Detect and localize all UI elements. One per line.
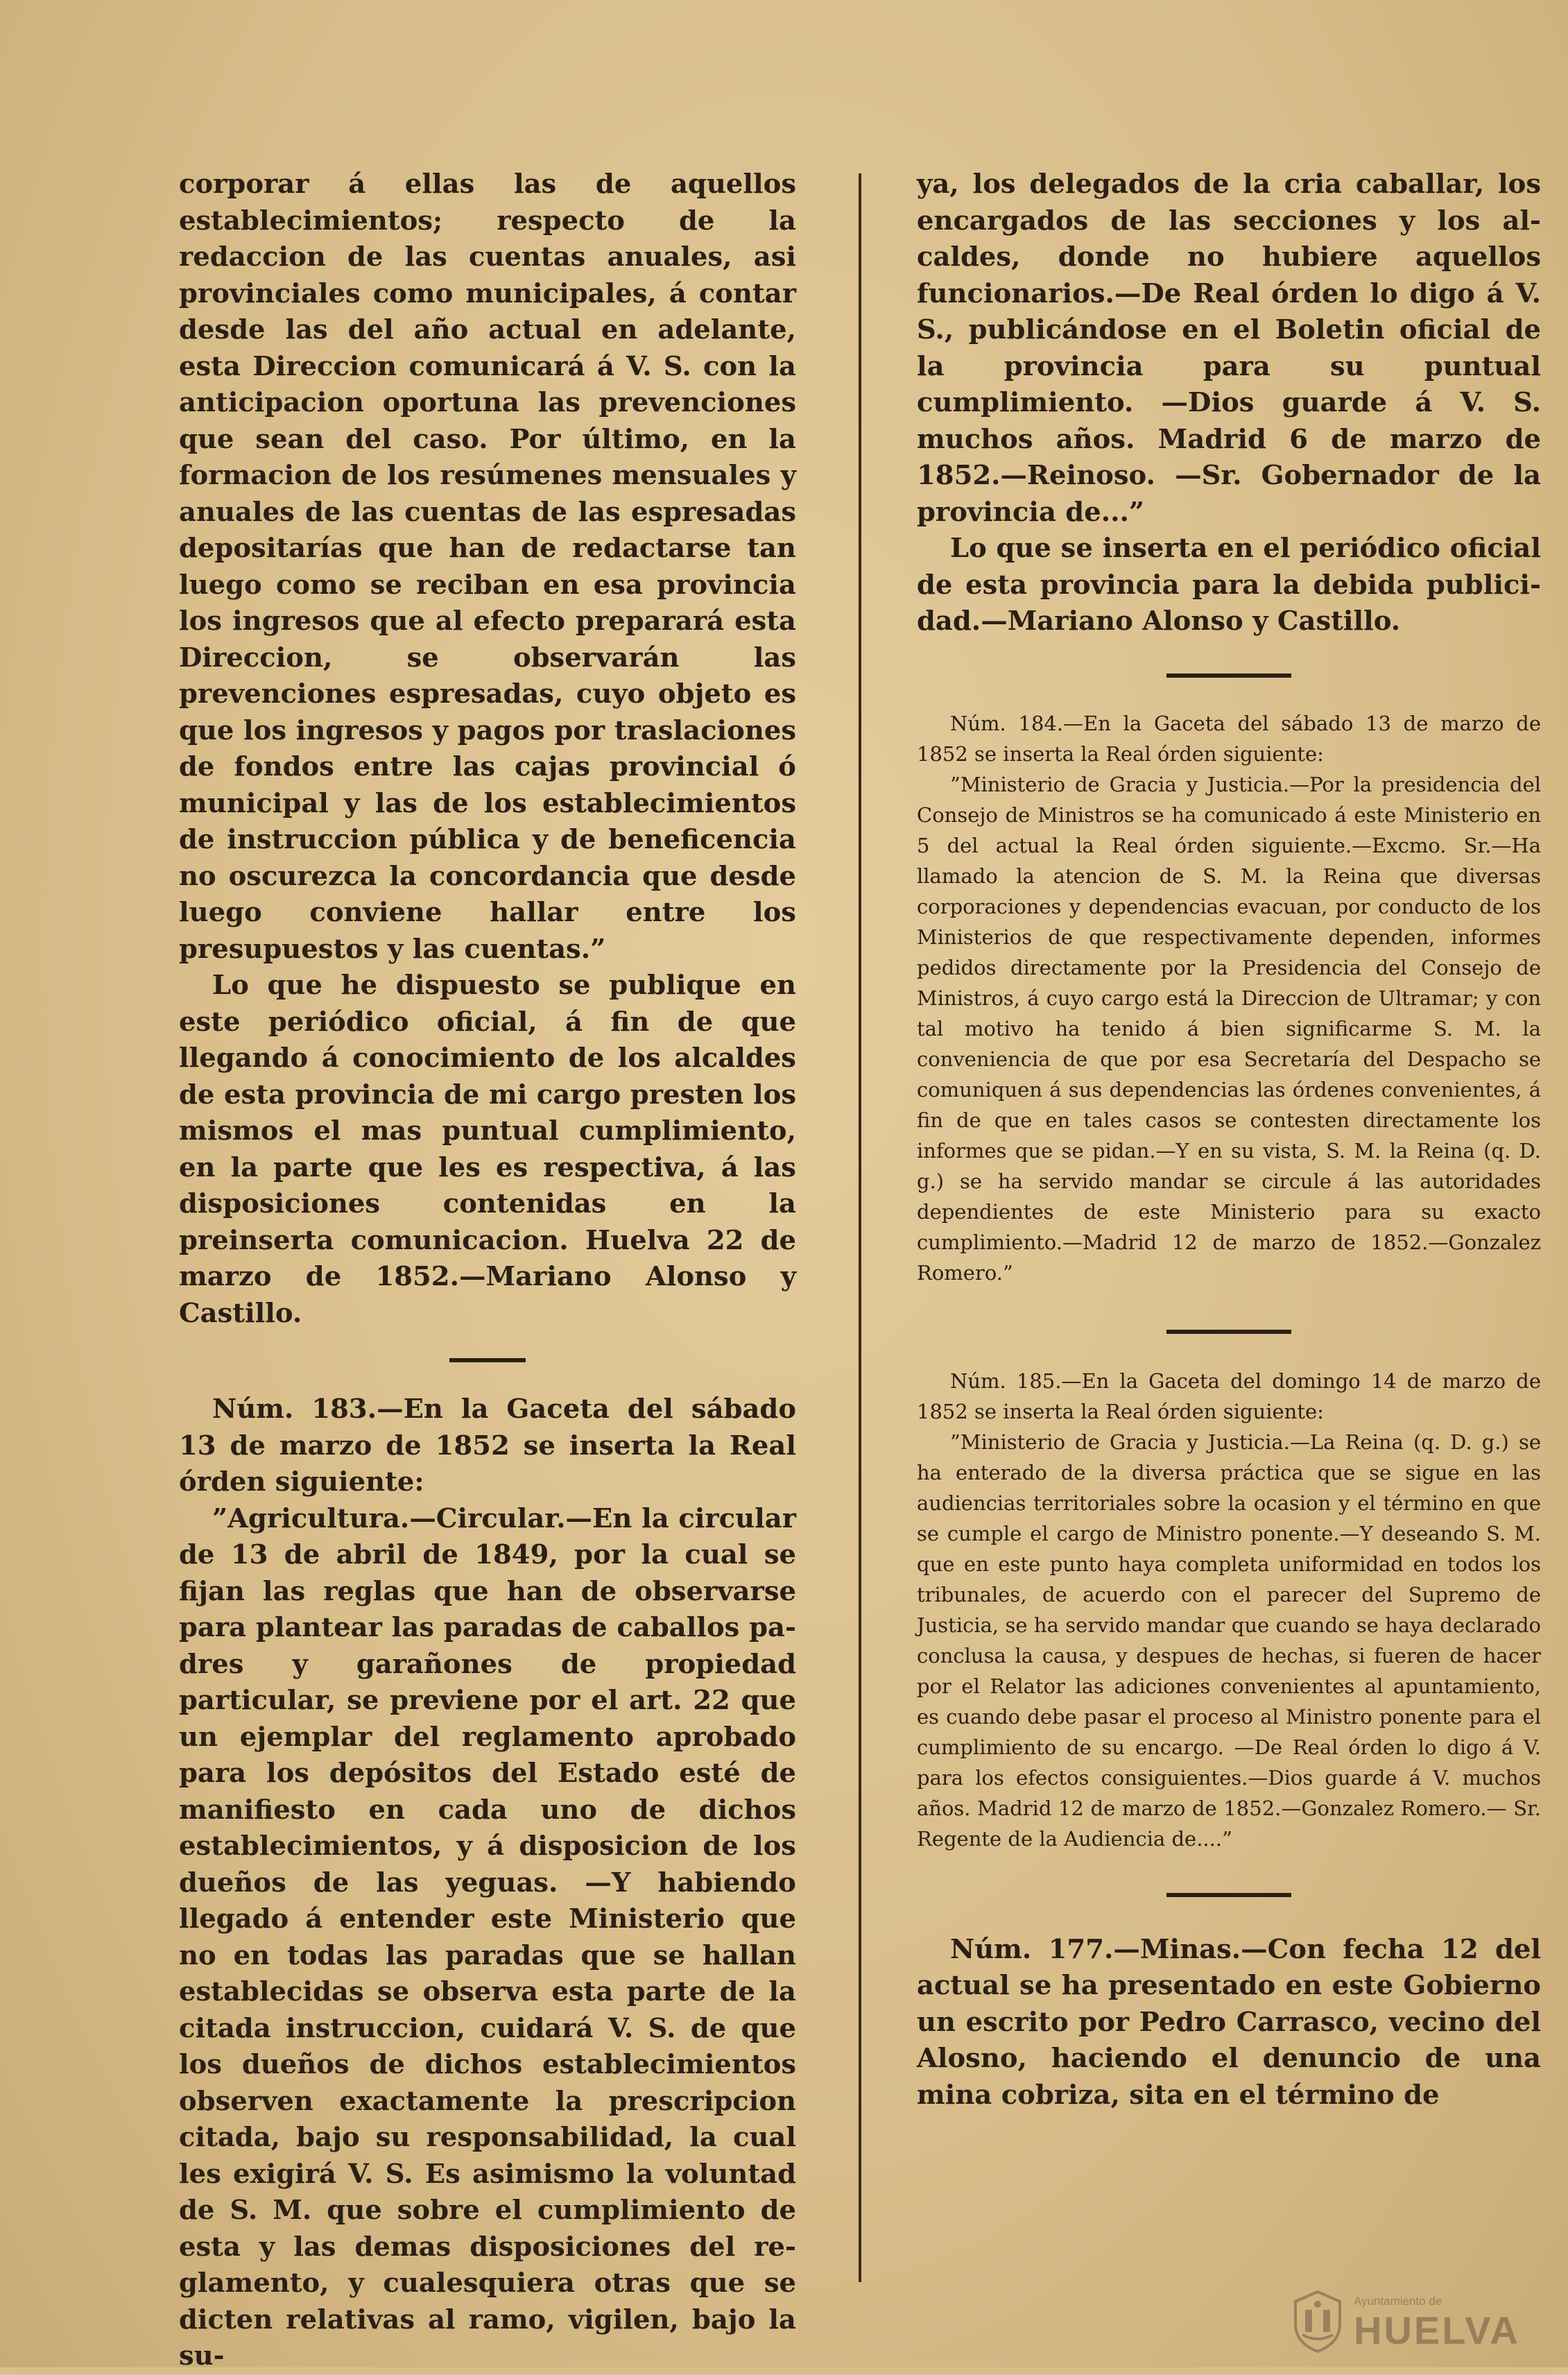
paragraph-num-185-heading: Núm. 185.—En la Gaceta del domingo 14 de marzo de 1852 se inserta la Real órden siguiente:	[917, 1369, 1541, 1423]
watermark-top-text: Ayuntamiento de	[1354, 2295, 1442, 2308]
section-separator	[449, 1358, 526, 1362]
section-separator	[1166, 1330, 1291, 1334]
paragraph-num-177-minas: Núm. 177.—Minas.—Con fecha 12 del actual se ha presentado en este Gobierno un escrito por Pedro Carrasco, vecino del Alosno, haciendo el denuncio de una mina cobriza, sita en el término de	[917, 1933, 1541, 2111]
section-separator	[1166, 674, 1291, 678]
paragraph-gracia-justicia-audiencias: ”Ministerio de Gracia y Justicia.—La Reina (q. D. g.) se ha enterado de la diversa práctica que se sigue en las audiencias territoriales sobre la ocasion y el término en que se cumple el cargo de Ministro ponente.—Y deseando S. M. que en este punto haya completa uniformidad en todos los tribunales, de acuerdo con el parecer del Supremo de Justicia, se ha servido mandar que cuando se haya declarado conclusa la causa, y despues de hechas, si fueren de hacer por el Relator las adiciones convenientes al apuntamiento, es cuando debe pasar el proceso al Ministro ponente para el cumplimiento de su encargo. —De Real órden lo digo á V. para los efectos consiguientes.—Dios guarde á V. muchos años. Madrid 12 de marzo de 1852.—Gonzalez Romero.— Sr. Regente de la Audiencia de....”	[917, 1430, 1541, 1851]
watermark-name: HUELVA	[1354, 2308, 1520, 2352]
archive-watermark	[1290, 2282, 1553, 2358]
paragraph-num-184-heading: Núm. 184.—En la Gaceta del sábado 13 de marzo de 1852 se inserta la Real órden siguiente:	[917, 711, 1541, 766]
paragraph-publication-order: Lo que he dispuesto se publique en este periódico oficial, á fin de que llegando á conocimiento de los alcaldes de esta provincia de mi cargo presten los mismos el mas puntual cumplimiento, en la parte que les es respectiva, á las disposiciones contenidas en la preinserta comunicacion. Huelva 22 de marzo de 1852.—Mariano Alonso y Castillo.	[179, 970, 796, 1329]
right-column	[917, 166, 1541, 2114]
left-column	[179, 166, 796, 2375]
section-separator	[1166, 1893, 1291, 1897]
paragraph-num-183-heading: Núm. 183.—En la Gaceta del sábado 13 de marzo de 1852 se inserta la Real órden siguiente:	[179, 1394, 796, 1498]
column-divider	[859, 173, 861, 2282]
coat-of-arms-icon	[1290, 2289, 1345, 2353]
paragraph-insertion-note: Lo que se inserta en el periódico oficial de esta provincia para la debida publicidad.—Mariano Alonso y Castillo.	[917, 533, 1541, 637]
paragraph-accounts-continuation: corporar á ellas las de aquellos establecimientos; respecto de la redaccion de las cuentas anuales, asi provinciales como municipales, á contar desde las del año actual en adelante, esta Direccion comunicará á V. S. con la anticipacion oportuna las prevenciones que sean del caso. Por último, en la formacion de los resúmenes mensuales y anuales de las cuentas de las espresadas depositarías que han de redactarse tan luego como se reciban en esa provincia los ingresos que al efecto preparará esta Direccion, se observarán las prevenciones espresadas, cuyo objeto es que los ingresos y pagos por traslaciones de fondos entre las cajas provincial ó municipal y las de los establecimientos de instruccion pública y de beneficencia no oscurezca la concordancia que desde luego conviene hallar entre los presupuestos y las cuentas.”	[179, 169, 796, 965]
paragraph-gracia-justicia-presidencia: ”Ministerio de Gracia y Justicia.—Por la presidencia del Consejo de Ministros se ha comunicado á este Ministerio en 5 del actual la Real órden siguiente.—Excmo. Sr.—Ha llamado la atencion de S. M. la Reina que diversas corporaciones y dependencias evacuan, por conducto de los Ministerios de que respectivamente dependen, informes pedidos directamente por la Presidencia del Consejo de Ministros, á cuyo cargo está la Direccion de Ultramar; y con tal motivo ha tenido á bien significarme S. M. la conveniencia de que por esa Secretaría del Despacho se comuniquen á sus dependencias las órdenes convenientes, á fin de que en tales casos se contesten directamente los informes que se pidan.—Y en su vista, S. M. la Reina (q. D. g.) se ha servido mandar se circule á las autoridades dependientes de este Ministerio para su exacto cumplimiento.—Madrid 12 de marzo de 1852.—Gonzalez Romero.”	[917, 772, 1541, 1285]
paragraph-agricultura-circular: ”Agricultura.—Circular.—En la circular de 13 de abril de 1849, por la cual se fijan las reglas que han de observarse para plantear las paradas de caballos padres y garañones de propiedad particular, se previene por el art. 22 que un ejemplar del reglamento aprobado para los depósitos del Estado esté de manifiesto en cada uno de dichos establecimientos, y á disposicion de los dueños de las yeguas. —Y habiendo llegado á entender este Ministerio que no en todas las paradas que se hallan establecidas se observa esta parte de la citada instruccion, cuidará V. S. de que los dueños de dichos establecimientos observen exactamente la prescripcion citada, bajo su responsabilidad, la cual les exigirá V. S. Es asimismo la voluntad de S. M. que sobre el cumplimiento de esta y las demas disposiciones del reglamento, y cualesquiera otras que se dicten relativas al ramo, vigilen, bajo la su-	[179, 1502, 796, 2372]
paragraph-agricultura-continuation: ya, los delegados de la cria caballar, los encargados de las secciones y los alcaldes, donde no hubiere aquellos funcionarios.—De Real órden lo digo á V. S., publicándose en el Boletin oficial de la provincia para su puntual cumplimiento. —Dios guarde á V. S. muchos años. Madrid 6 de marzo de 1852.—Reinoso. —Sr. Gobernador de la provincia de...”	[917, 169, 1541, 528]
